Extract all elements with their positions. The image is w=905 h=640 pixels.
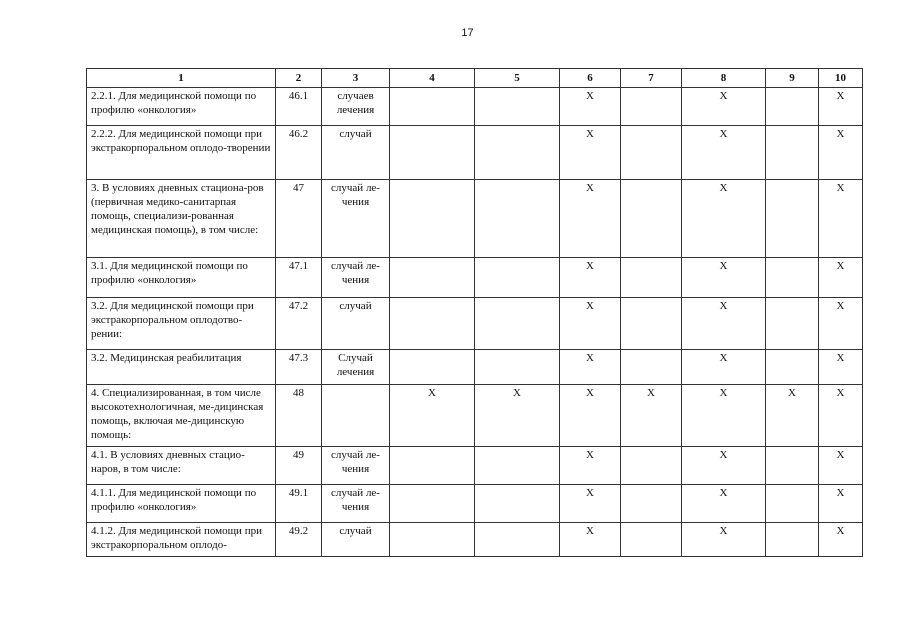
column-header: 5 <box>475 69 560 88</box>
col4-cell <box>390 88 475 126</box>
col5-cell: X <box>475 385 560 447</box>
row-name-cell: 4.1.1. Для медицинской помощи по профилю «онкология» <box>87 485 276 523</box>
table-row <box>87 88 863 126</box>
col6-cell: X <box>560 447 621 485</box>
row-name-cell: 4.1. В условиях дневных стацио-наров, в том числе: <box>87 447 276 485</box>
row-number-cell: 47.3 <box>276 350 322 385</box>
col6-cell: X <box>560 180 621 258</box>
row-unit-cell: случай <box>322 298 390 350</box>
col10-cell: X <box>819 298 863 350</box>
col10-cell: X <box>819 447 863 485</box>
col5-cell <box>475 350 560 385</box>
row-number-cell: 49.2 <box>276 523 322 557</box>
col6-cell: X <box>560 88 621 126</box>
row-unit-cell: случай ле-чения <box>322 485 390 523</box>
row-number-cell: 47 <box>276 180 322 258</box>
col10-cell: X <box>819 180 863 258</box>
col4-cell <box>390 485 475 523</box>
col7-cell <box>621 447 682 485</box>
col9-cell <box>766 485 819 523</box>
col8-cell: X <box>682 88 766 126</box>
col6-cell: X <box>560 258 621 298</box>
col6-cell: X <box>560 298 621 350</box>
col9-cell <box>766 298 819 350</box>
col4-cell <box>390 523 475 557</box>
row-number-cell: 49 <box>276 447 322 485</box>
row-name-cell: 3.2. Для медицинской помощи при экстракорпоральном оплодотво-рении: <box>87 298 276 350</box>
col5-cell <box>475 523 560 557</box>
col10-cell: X <box>819 350 863 385</box>
col8-cell: X <box>682 350 766 385</box>
column-header: 8 <box>682 69 766 88</box>
col5-cell <box>475 88 560 126</box>
col10-cell: X <box>819 485 863 523</box>
row-unit-cell: случай ле-чения <box>322 258 390 298</box>
col4-cell: X <box>390 385 475 447</box>
col10-cell: X <box>819 126 863 180</box>
col9-cell <box>766 258 819 298</box>
row-name-cell: 2.2.1. Для медицинской помощи по профилю «онкология» <box>87 88 276 126</box>
col9-cell <box>766 88 819 126</box>
col4-cell <box>390 126 475 180</box>
table-row <box>87 485 863 523</box>
col6-cell: X <box>560 485 621 523</box>
col9-cell: X <box>766 385 819 447</box>
table-header-row <box>87 69 863 88</box>
row-name-cell: 4.1.2. Для медицинской помощи при экстракорпоральном оплодо- <box>87 523 276 557</box>
row-name-cell: 2.2.2. Для медицинской помощи при экстракорпоральном оплодо-творении <box>87 126 276 180</box>
col7-cell <box>621 126 682 180</box>
row-unit-cell <box>322 385 390 447</box>
row-unit-cell: случай <box>322 523 390 557</box>
column-header: 4 <box>390 69 475 88</box>
col7-cell <box>621 523 682 557</box>
col7-cell <box>621 258 682 298</box>
col10-cell: X <box>819 258 863 298</box>
col6-cell: X <box>560 350 621 385</box>
col10-cell: X <box>819 523 863 557</box>
col4-cell <box>390 258 475 298</box>
col7-cell <box>621 350 682 385</box>
row-number-cell: 49.1 <box>276 485 322 523</box>
col8-cell: X <box>682 447 766 485</box>
column-header: 2 <box>276 69 322 88</box>
col4-cell <box>390 447 475 485</box>
col8-cell: X <box>682 523 766 557</box>
col6-cell: X <box>560 523 621 557</box>
col9-cell <box>766 447 819 485</box>
row-number-cell: 48 <box>276 385 322 447</box>
col5-cell <box>475 298 560 350</box>
row-name-cell: 4. Специализированная, в том числе высокотехнологичная, ме-дицинская помощь, включая ме-дицинскую помощь: <box>87 385 276 447</box>
col8-cell: X <box>682 298 766 350</box>
col5-cell <box>475 447 560 485</box>
col8-cell: X <box>682 385 766 447</box>
row-unit-cell: случай ле-чения <box>322 180 390 258</box>
row-name-cell: 3.1. Для медицинской помощи по профилю «онкология» <box>87 258 276 298</box>
row-name-cell: 3. В условиях дневных стациона-ров (первичная медико-санитарпая помощь, специализи-рованная медицинская помощь), в том числе: <box>87 180 276 258</box>
col8-cell: X <box>682 258 766 298</box>
col8-cell: X <box>682 180 766 258</box>
row-number-cell: 46.2 <box>276 126 322 180</box>
col7-cell <box>621 485 682 523</box>
col10-cell: X <box>819 385 863 447</box>
col4-cell <box>390 298 475 350</box>
col9-cell <box>766 180 819 258</box>
row-unit-cell: случай ле-чения <box>322 447 390 485</box>
col7-cell <box>621 298 682 350</box>
col4-cell <box>390 180 475 258</box>
col7-cell: X <box>621 385 682 447</box>
row-unit-cell: Случай лечения <box>322 350 390 385</box>
col9-cell <box>766 523 819 557</box>
col5-cell <box>475 258 560 298</box>
data-table <box>86 68 863 557</box>
page-number: 17 <box>461 27 474 39</box>
col10-cell: X <box>819 88 863 126</box>
table-row <box>87 385 863 447</box>
col6-cell: X <box>560 126 621 180</box>
row-number-cell: 46.1 <box>276 88 322 126</box>
col5-cell <box>475 126 560 180</box>
col6-cell: X <box>560 385 621 447</box>
table-body <box>87 88 863 557</box>
col8-cell: X <box>682 485 766 523</box>
col5-cell <box>475 485 560 523</box>
column-header: 10 <box>819 69 863 88</box>
col7-cell <box>621 88 682 126</box>
column-header: 9 <box>766 69 819 88</box>
column-header: 6 <box>560 69 621 88</box>
table-row <box>87 126 863 180</box>
row-number-cell: 47.2 <box>276 298 322 350</box>
column-header: 3 <box>322 69 390 88</box>
col9-cell <box>766 350 819 385</box>
column-header: 7 <box>621 69 682 88</box>
column-header: 1 <box>87 69 276 88</box>
row-unit-cell: случай <box>322 126 390 180</box>
table-row <box>87 180 863 258</box>
col9-cell <box>766 126 819 180</box>
col4-cell <box>390 350 475 385</box>
table-row <box>87 298 863 350</box>
row-number-cell: 47.1 <box>276 258 322 298</box>
row-name-cell: 3.2. Медицинская реабилитация <box>87 350 276 385</box>
row-unit-cell: случаев лечения <box>322 88 390 126</box>
col7-cell <box>621 180 682 258</box>
table-row <box>87 258 863 298</box>
col5-cell <box>475 180 560 258</box>
table-row <box>87 447 863 485</box>
col8-cell: X <box>682 126 766 180</box>
table-row <box>87 350 863 385</box>
table-row <box>87 523 863 557</box>
